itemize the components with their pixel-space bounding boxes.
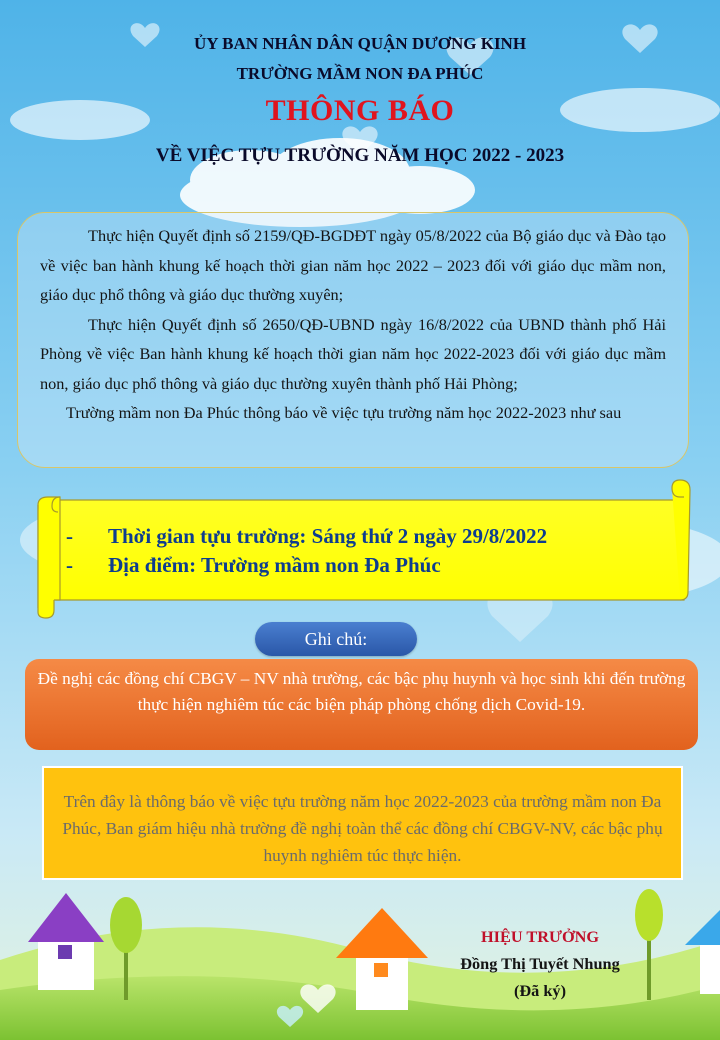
closing-box: Trên đây là thông báo về việc tựu trường năm học 2022-2023 của trường mầm non Đa Phúc, Ban giám hiệu nhà trường đề nghị toàn thể các đồng chí CBGV-NV, các bậc phụ huynh nghiêm túc thực hiện. <box>42 766 683 880</box>
header-line-1: ỦY BAN NHÂN DÂN QUẬN DƯƠNG KINH <box>193 34 527 53</box>
bullet-dash: - <box>66 524 73 548</box>
note-label: Ghi chú: <box>255 622 417 656</box>
scroll-item-time <box>66 524 666 549</box>
time-text: Thời gian tựu trường: Sáng thứ 2 ngày 29/8/2022 <box>108 524 548 548</box>
header-line-2: TRƯỜNG MẦM NON ĐA PHÚC <box>236 64 484 83</box>
page-subtitle: VỀ VIỆC TỰU TRƯỜNG NĂM HỌC 2022 - 2023 <box>155 145 565 166</box>
signature-role: HIỆU TRƯỞNG <box>480 927 600 946</box>
intro-paragraph-2: Thực hiện Quyết định số 2650/QĐ-UBND ngày 16/8/2022 của UBND thành phố Hải Phòng về việc Ban hành khung kế hoạch thời gian năm học 2022-2023 đối với giáo dục mầm non, giáo dục phổ thông và giáo dục thường xuyên thành phố Hải Phòng; <box>40 314 666 393</box>
location-text: Địa điểm: Trường mầm non Đa Phúc <box>108 553 441 577</box>
page-title: THÔNG BÁO <box>265 94 455 127</box>
scroll-banner <box>38 480 690 618</box>
intro-paragraph-1: Thực hiện Quyết định số 2159/QĐ-BGDĐT ngày 05/8/2022 của Bộ giáo dục và Đào tạo về việc ban hành khung kế hoạch thời gian năm học 2022 – 2023 đối với giáo dục mầm non, giáo dục phổ thông và giáo dục thường xuyên; <box>40 226 666 304</box>
intro-paragraph-3: Trường mầm non Đa Phúc thông báo về việc tựu trường năm học 2022-2023 như sau <box>66 403 622 422</box>
note-box: Đề nghị các đồng chí CBGV – NV nhà trường, các bậc phụ huynh và học sinh khi đến trường thực hiện nghiêm túc các biện pháp phòng chống dịch Covid-19. <box>25 659 698 750</box>
signature-status: (Đã ký) <box>513 981 566 1000</box>
scroll-item-location <box>66 553 666 578</box>
signature-name: Đồng Thị Tuyết Nhung <box>460 954 620 973</box>
bullet-dash: - <box>66 553 73 577</box>
intro-box <box>17 212 689 468</box>
